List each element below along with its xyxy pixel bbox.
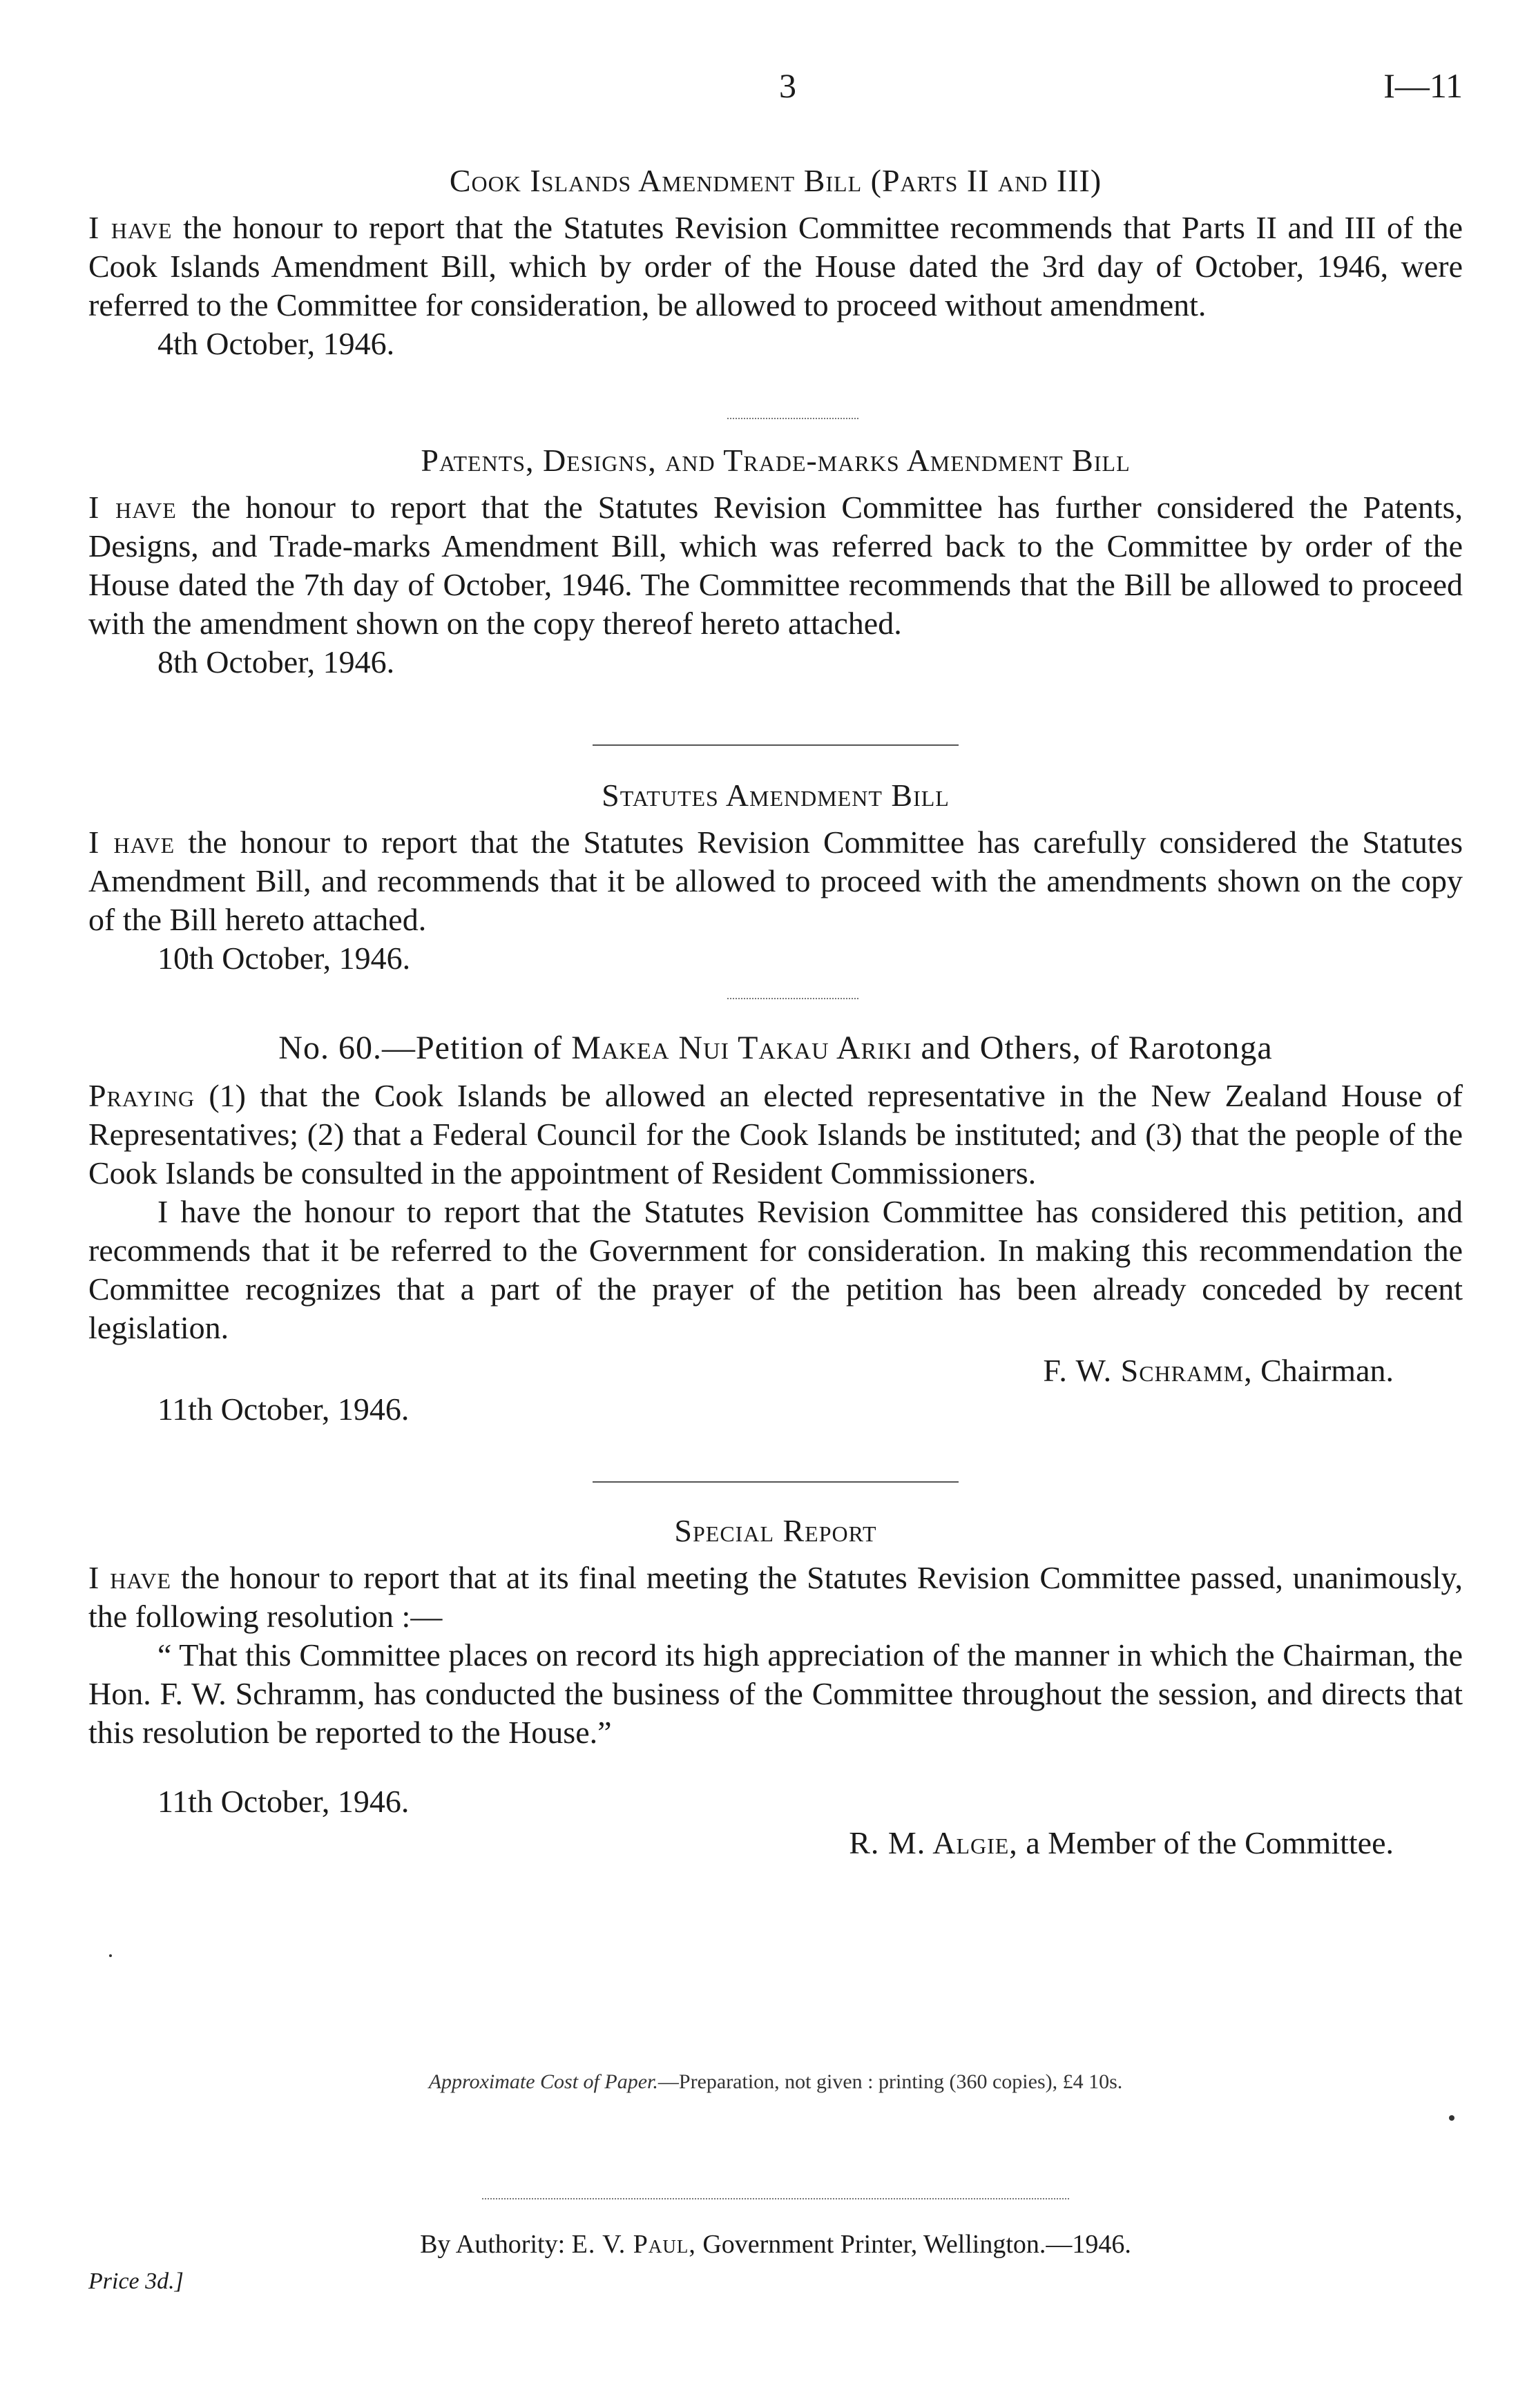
page-header [88,66,1463,114]
section-cook-islands-bill [88,162,1463,363]
signatory-role: a Member of the Committee. [1026,1825,1394,1860]
cost-of-paper-note [88,2070,1463,2094]
petition-lead: Praying [88,1078,195,1113]
section-text: the honour to report that the Statutes Revision Committee has further considered the Patents, Designs, and Trade-marks Amendment Bill, which was referred back to the Committee by order of the House dated the 7th day of October, 1946. The Committee recommends that the Bill be allowed to proceed with the amendment shown on the copy thereof hereto attached. [88,490,1463,641]
petition-heading-suffix: and Others, of Rarotonga [921,1030,1273,1066]
print-speck [109,1954,112,1957]
page-number: 3 [779,66,796,105]
printer-details: Government Printer, Wellington.—1946. [702,2230,1131,2259]
print-speck [1449,2115,1454,2121]
section-body [88,823,1463,939]
divider [727,998,858,999]
section-heading: Cook Islands Amendment Bill (Parts II and III) [449,163,1102,198]
special-report-heading: Special Report [674,1513,877,1548]
footer-divider [482,2198,1069,2199]
authority-prefix: By Authority: [420,2230,566,2259]
petition-date: 11th October, 1946. [157,1391,410,1427]
signatory-name: R. M. Algie, [849,1825,1018,1860]
signatory-role: Chairman. [1260,1353,1394,1388]
cost-text: —Preparation, not given : printing (360 copies), £4 10s. [657,2070,1123,2093]
printer-name: E. V. Paul, [571,2230,696,2259]
document-page [88,0,1463,2408]
section-heading: Patents, Designs, and Trade-marks Amendment Bill [421,443,1131,478]
section-date: 10th October, 1946. [157,941,411,976]
petition-prayer [88,1077,1463,1193]
section-special-report [88,1512,1463,1862]
section-body [88,209,1463,325]
special-report-signature [88,1824,1463,1862]
section-statutes-bill [88,777,1463,978]
petition-report: I have the honour to report that the Statutes Revision Committee has considered this petition, and recommends that it be referred to the Government for consideration. In making this recommendation the Committee recognizes that a part of the prayer of the petition has been already conceded by recent legislation. [88,1194,1463,1345]
petition-signature [88,1351,1463,1390]
special-report-body [88,1559,1463,1636]
section-heading: Statutes Amendment Bill [602,778,950,813]
signatory-name: F. W. Schramm, [1043,1353,1253,1388]
printer-authority [88,2229,1463,2260]
price-label: Price 3d.] [88,2269,184,2294]
cost-label: Approximate Cost of Paper. [428,2070,658,2093]
petition-heading-prefix: No. 60.—Petition of [278,1030,563,1066]
section-lead: I have [88,825,175,860]
section-petition [88,1029,1463,1429]
petition-prayer-text: (1) that the Cook Islands be allowed an elected representative in the New Zealand House of Representatives; (2) that a Federal Council for the Cook Islands be instituted; and (3) that the people of the Cook Islands be consulted in the appointment of Resident Commissioners. [88,1078,1463,1191]
divider [593,744,959,746]
divider [727,418,858,419]
section-lead: I have [88,210,173,245]
section-body [88,488,1463,643]
section-text: the honour to report that the Statutes Revision Committee recommends that Parts II and III of the Cook Islands Amendment Bill, which by order of the House dated the 3rd day of October, 1946, were referred to the Committee for consideration, be allowed to proceed without amendment. [88,210,1463,322]
special-report-lead: I have [88,1560,172,1595]
petition-heading [88,1029,1463,1067]
section-patents-bill [88,442,1463,682]
section-date: 8th October, 1946. [157,644,395,680]
section-lead: I have [88,490,177,525]
special-report-text: the honour to report that at its final meeting the Statutes Revision Committee passed, unanimously, the following resolution :— [88,1560,1463,1634]
section-text: the honour to report that the Statutes Revision Committee has carefully considered the Statutes Amendment Bill, and recommends that it be allowed to proceed with the amendments shown on the copy of the Bill hereto attached. [88,825,1463,937]
resolution-quote: “ That this Committee places on record its high appreciation of the manner in which the Chairman, the Hon. F. W. Schramm, has conducted the business of the Committee throughout the session, and directs that this resolution be reported to the House.” [88,1637,1463,1750]
petitioner-name: Makea Nui Takau Ariki [571,1030,912,1066]
divider [593,1481,959,1483]
section-date: 4th October, 1946. [157,326,395,361]
document-code: I—11 [1383,66,1463,105]
special-report-date: 11th October, 1946. [157,1784,410,1819]
